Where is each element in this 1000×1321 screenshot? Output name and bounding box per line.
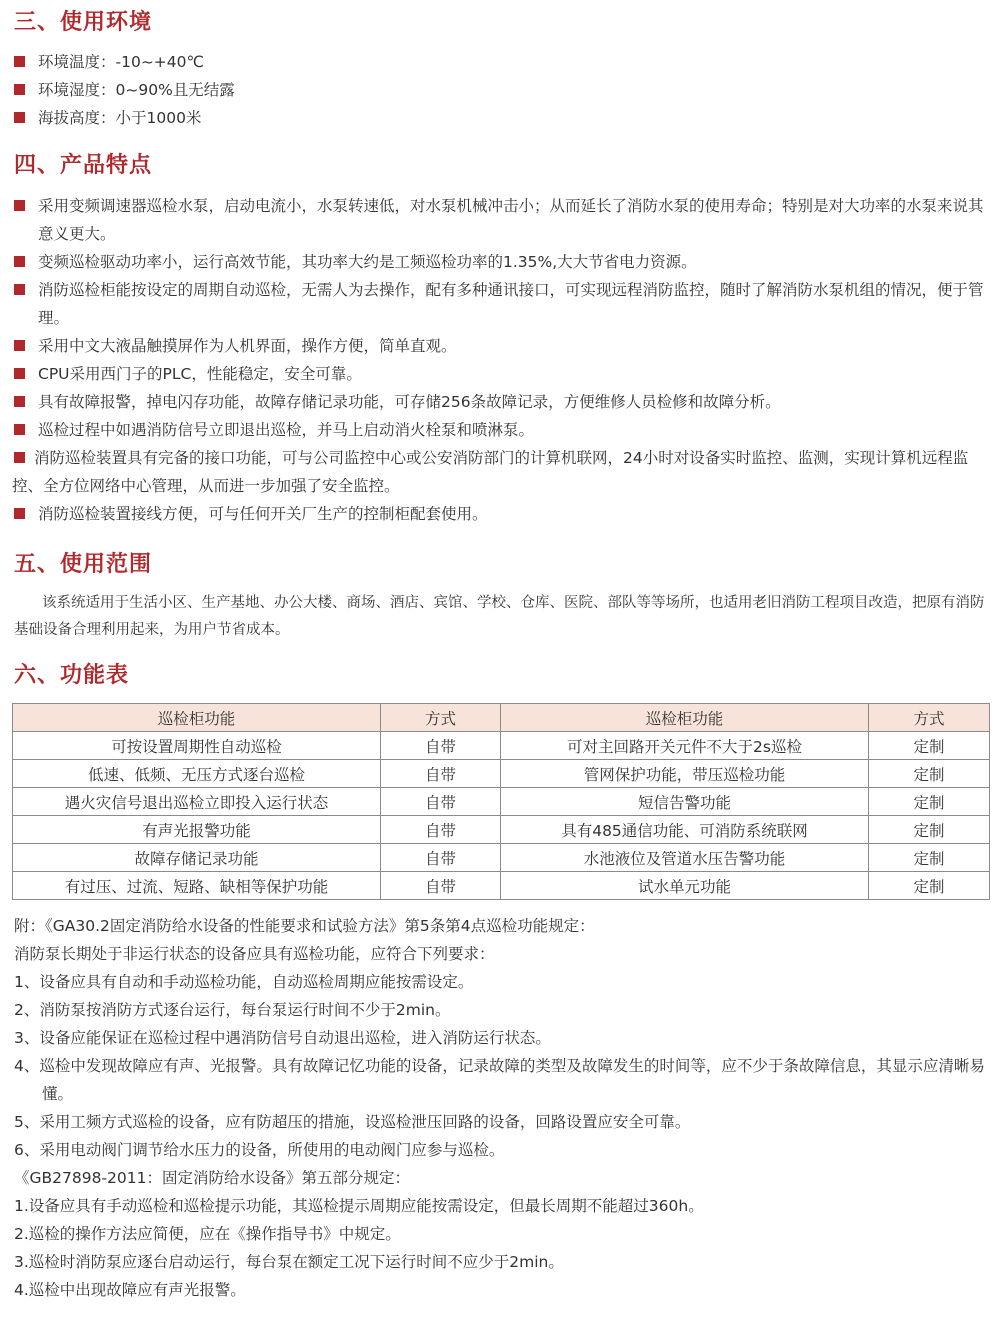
note-line: 2、消防泵按消防方式逐台运行，每台泵运行时间不少于2min。 — [14, 1001, 451, 1019]
list-item: 环境湿度：0~90%且无结露 — [12, 76, 990, 104]
table-header-row — [13, 704, 990, 732]
note-line: 1.设备应具有手动巡检和巡检提示功能，其巡检提示周期应能按需设定，但最长周期不能超过360h。 — [14, 1197, 704, 1215]
table-row — [13, 788, 990, 816]
note-line: 附：《GA30.2固定消防给水设备的性能要求和试验方法》第5条第4点巡检功能规定： — [14, 917, 595, 935]
table-cell: 定制 — [869, 760, 990, 788]
table-cell: 有声光报警功能 — [13, 816, 381, 844]
list-item: CPU采用西门子的PLC，性能稳定，安全可靠。 — [12, 360, 990, 388]
list-item: 消防巡检柜能按设定的周期自动巡检，无需人为去操作，配有多种通讯接口，可实现远程消防监控，随时了解消防水泵机组的情况，便于管理。 — [12, 276, 990, 332]
table-row — [13, 732, 990, 760]
table-cell: 自带 — [381, 872, 501, 900]
notes-list — [14, 912, 994, 1304]
list-item: 海拔高度：小于1000米 — [12, 104, 990, 132]
table-cell: 定制 — [869, 816, 990, 844]
note-line: 4、巡检中发现故障应有声、光报警。具有故障记忆功能的设备，记录故障的类型及故障发生的时间等，应不少于条故障信息，其显示应清晰易懂。 — [14, 1057, 985, 1103]
note-line: 5、采用工频方式巡检的设备，应有防超压的措施，设巡检泄压回路的设备，回路设置应安全可靠。 — [14, 1113, 691, 1131]
header-function: 巡检柜功能 — [501, 704, 869, 732]
function-table — [12, 703, 990, 900]
square-bullet-icon — [14, 112, 25, 123]
table-cell: 自带 — [381, 788, 501, 816]
list-item: 环境温度：-10~+40℃ — [12, 48, 990, 76]
table-row — [13, 760, 990, 788]
table-cell: 可按设置周期性自动巡检 — [13, 732, 381, 760]
list-item: 巡检过程中如遇消防信号立即退出巡检，并马上启动消火栓泵和喷淋泵。 — [12, 416, 990, 444]
table-cell: 定制 — [869, 872, 990, 900]
environment-list — [12, 48, 990, 132]
table-cell: 低速、低频、无压方式逐台巡检 — [13, 760, 381, 788]
note-line: 消防泵长期处于非运行状态的设备应具有巡检功能，应符合下列要求： — [14, 945, 495, 963]
table-cell: 定制 — [869, 732, 990, 760]
note-line: 《GB27898-2011：固定消防给水设备》第五部分规定： — [14, 1169, 410, 1187]
square-bullet-icon — [14, 84, 25, 95]
table-cell: 具有485通信功能、可消防系统联网 — [501, 816, 869, 844]
list-item: 变频巡检驱动功率小，运行高效节能，其功率大约是工频巡检功率的1.35%,大大节省电力资源。 — [12, 248, 990, 276]
table-cell: 管网保护功能，带压巡检功能 — [501, 760, 869, 788]
header-mode: 方式 — [869, 704, 990, 732]
table-cell: 可对主回路开关元件不大于2s巡检 — [501, 732, 869, 760]
list-item: 采用中文大液晶触摸屏作为人机界面，操作方便，简单直观。 — [12, 332, 990, 360]
square-bullet-icon — [14, 56, 25, 67]
square-bullet-icon — [14, 424, 25, 435]
list-item: 具有故障报警，掉电闪存功能，故障存储记录功能，可存储256条故障记录，方便维修人员检修和故障分析。 — [12, 388, 990, 416]
table-row — [13, 844, 990, 872]
square-bullet-icon — [14, 200, 25, 211]
square-bullet-icon — [14, 368, 25, 379]
note-line: 2.巡检的操作方法应简便，应在《操作指导书》中规定。 — [14, 1225, 401, 1243]
note-line: 4.巡检中出现故障应有声光报警。 — [14, 1281, 246, 1299]
note-line: 1、设备应具有自动和手动巡检功能，自动巡检周期应能按需设定。 — [14, 973, 474, 991]
table-cell: 水池液位及管道水压告警功能 — [501, 844, 869, 872]
table-row — [13, 816, 990, 844]
table-cell: 遇火灾信号退出巡检立即投入运行状态 — [13, 788, 381, 816]
note-line: 6、采用电动阀门调节给水压力的设备，所使用的电动阀门应参与巡检。 — [14, 1141, 505, 1159]
table-cell: 定制 — [869, 788, 990, 816]
table-cell: 自带 — [381, 844, 501, 872]
table-row — [13, 872, 990, 900]
table-cell: 短信告警功能 — [501, 788, 869, 816]
square-bullet-icon — [14, 396, 25, 407]
header-function: 巡检柜功能 — [13, 704, 381, 732]
table-cell: 自带 — [381, 760, 501, 788]
list-item: 采用变频调速器巡检水泵，启动电流小，水泵转速低，对水泵机械冲击小；从而延长了消防水泵的使用寿命；特别是对大功率的水泵来说其意义更大。 — [12, 192, 990, 248]
header-mode: 方式 — [381, 704, 501, 732]
table-cell: 定制 — [869, 844, 990, 872]
section-title-function-table: 六、功能表 — [14, 663, 130, 688]
table-cell: 自带 — [381, 732, 501, 760]
note-line: 3、设备应能保证在巡检过程中遇消防信号自动退出巡检，进入消防运行状态。 — [14, 1029, 551, 1047]
square-bullet-icon — [14, 256, 25, 267]
square-bullet-icon — [14, 340, 25, 351]
section-title-scope: 五、使用范围 — [14, 552, 153, 577]
section-title-environment: 三、使用环境 — [14, 10, 153, 35]
square-bullet-icon — [14, 452, 25, 463]
table-cell: 试水单元功能 — [501, 872, 869, 900]
features-list — [12, 192, 990, 528]
table-cell: 自带 — [381, 816, 501, 844]
note-line: 3.巡检时消防泵应逐台启动运行，每台泵在额定工况下运行时间不应少于2min。 — [14, 1253, 564, 1271]
square-bullet-icon — [14, 508, 25, 519]
list-item: 消防巡检装置接线方便，可与任何开关厂生产的控制柜配套使用。 — [12, 500, 990, 528]
section-title-features: 四、产品特点 — [14, 153, 153, 178]
table-cell: 故障存储记录功能 — [13, 844, 381, 872]
list-item: 消防巡检装置具有完备的接口功能，可与公司监控中心或公安消防部门的计算机联网，24小时对设备实时监控、监测，实现计算机远程监控、全方位网络中心管理，从而进一步加强了安全监控。 — [12, 449, 969, 495]
square-bullet-icon — [14, 284, 25, 295]
table-cell: 有过压、过流、短路、缺相等保护功能 — [13, 872, 381, 900]
scope-paragraph: 该系统适用于生活小区、生产基地、办公大楼、商场、酒店、宾馆、学校、仓库、医院、部队等等场所，也适用老旧消防工程项目改造，把原有消防基础设备合理利用起来，为用户节省成本。 — [14, 595, 985, 638]
